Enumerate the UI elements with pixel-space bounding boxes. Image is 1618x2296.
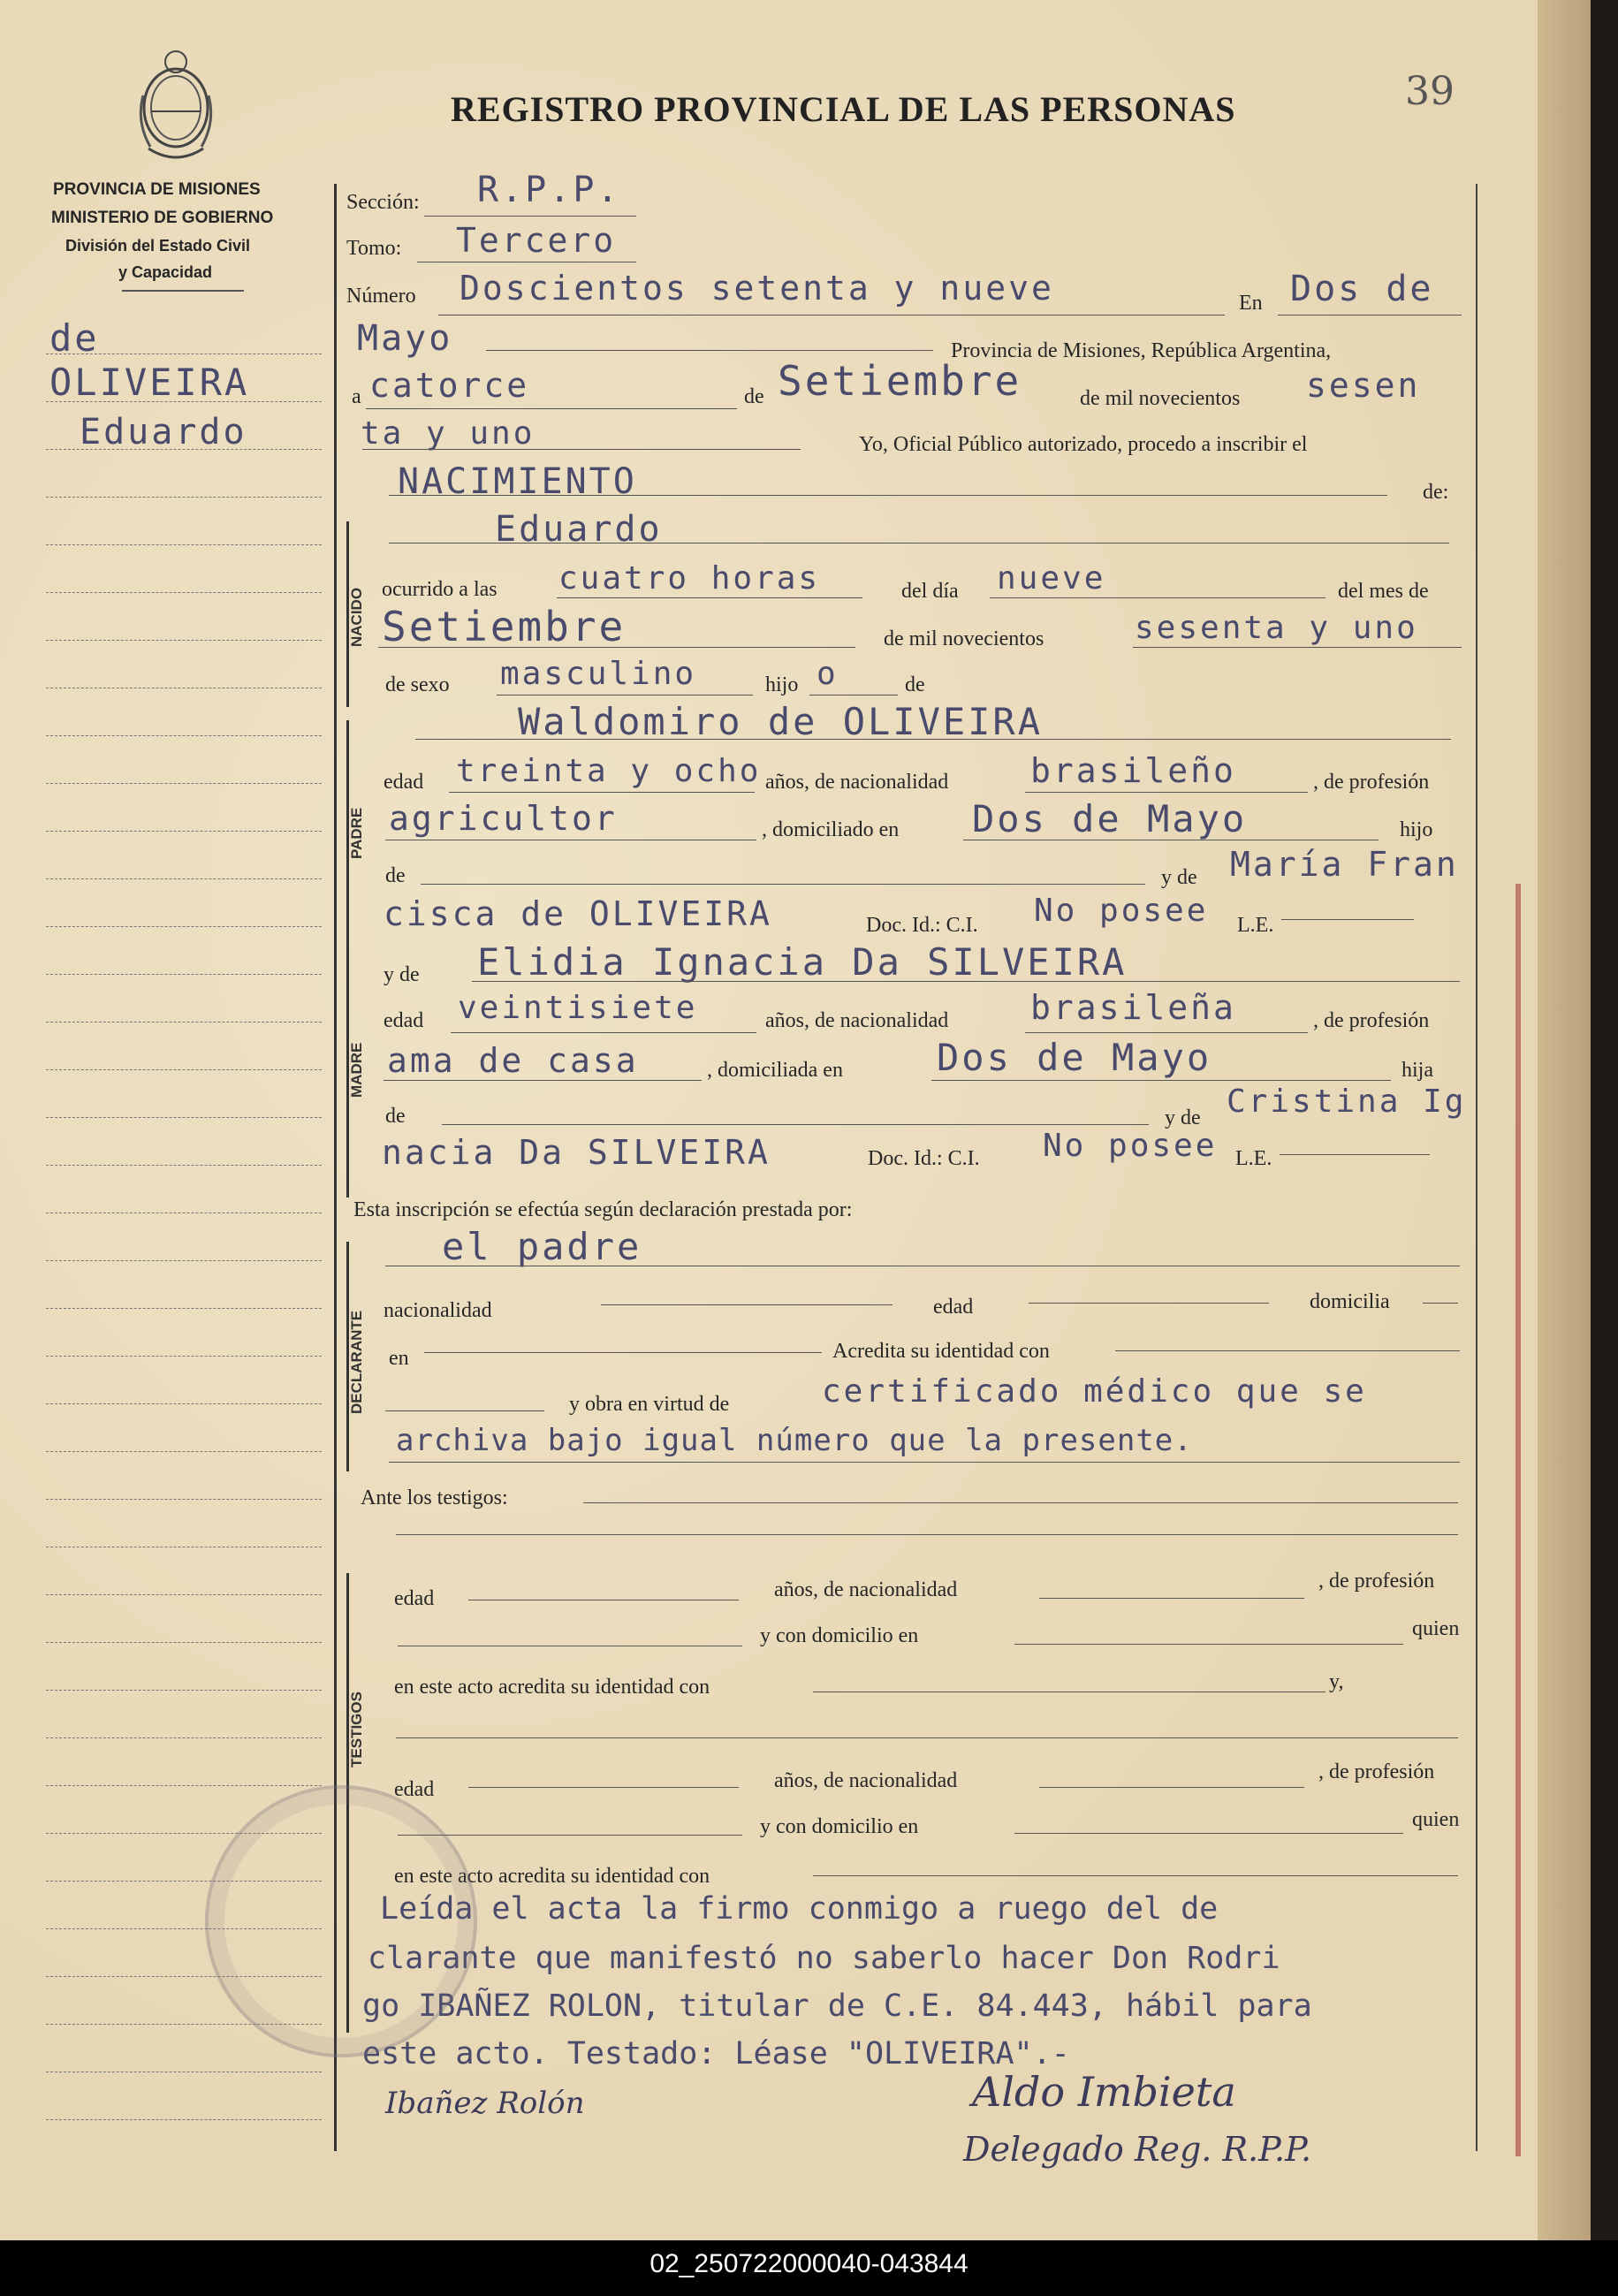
- label-t2-prof: , de profesión: [1318, 1760, 1435, 1783]
- label-t2-anos: años, de nacionalidad: [774, 1769, 958, 1792]
- line-madre-nombre: [472, 981, 1460, 982]
- label-de-mil-novecientos: de mil novecientos: [884, 627, 1044, 650]
- value-mes-nac: Setiembre: [382, 603, 627, 650]
- label-padre-y-de: y de: [1161, 866, 1197, 889]
- line-acto: [389, 495, 1387, 496]
- margin-note-name: Eduardo: [80, 412, 247, 452]
- margin-ruled-line: [46, 401, 322, 402]
- label-padre-de: de: [385, 864, 406, 887]
- margin-ruled-line: [46, 1165, 322, 1166]
- closing-note-3: go IBAÑEZ ROLON, titular de C.E. 84.443, hábil para: [362, 1988, 1312, 2024]
- line-nombre: [389, 543, 1449, 544]
- value-declarante: el padre: [442, 1225, 642, 1268]
- margin-note-de: de: [49, 316, 100, 360]
- line-domicilia: [1423, 1303, 1458, 1304]
- issuer-ministry: MINISTERIO DE GOBIERNO: [51, 209, 274, 227]
- coat-of-arms-icon: [131, 42, 221, 166]
- label-padre-doc-id: Doc. Id.: C.I.: [866, 914, 978, 937]
- label-del-dia: del día: [901, 580, 959, 603]
- line-acredita: [1115, 1350, 1460, 1351]
- value-madre-dom: Dos de Mayo: [937, 1036, 1212, 1079]
- margin-ruled-line: [46, 497, 322, 498]
- value-madre-nombre: Elidia Ignacia Da SILVEIRA: [477, 940, 1128, 984]
- label-de-hijo: de: [905, 673, 925, 696]
- value-en-2: Mayo: [357, 318, 453, 359]
- line-t2-edad: [468, 1787, 739, 1788]
- margin-ruled-line: [46, 1594, 322, 1595]
- margin-ruled-line: [46, 735, 322, 736]
- line-padre-nombre: [415, 739, 1451, 740]
- label-madre-hija: hija: [1402, 1059, 1433, 1082]
- label-t2-edad: edad: [394, 1778, 435, 1801]
- label-t1-anos: años, de nacionalidad: [774, 1578, 958, 1601]
- margin-ruled-line: [46, 1642, 322, 1643]
- label-madre-anos-nac: años, de nacionalidad: [765, 1009, 949, 1032]
- value-numero: Doscientos setenta y nueve: [460, 269, 1054, 308]
- line-madre-de: [442, 1124, 1149, 1125]
- line-nacionalidad: [601, 1304, 893, 1305]
- label-ocurrido: ocurrido a las: [382, 578, 498, 601]
- label-yo-oficial: Yo, Oficial Público autorizado, procedo a inscribir el: [859, 433, 1308, 456]
- line-ante-1: [583, 1502, 1458, 1503]
- label-madre-edad: edad: [384, 1009, 424, 1032]
- label-nacionalidad: nacionalidad: [384, 1299, 492, 1322]
- label-edad-declarante: edad: [933, 1296, 974, 1319]
- value-madre-madre-2: nacia Da SILVEIRA: [382, 1133, 771, 1172]
- witness-signature: Ibañez Rolón: [385, 2086, 585, 2121]
- margin-ruled-line: [46, 926, 322, 927]
- closing-note-4: este acto. Testado: Léase "OLIVEIRA".-: [362, 2036, 1070, 2072]
- value-dia: catorce: [369, 366, 530, 405]
- label-esta-inscripcion: Esta inscripción se efectúa según declaración prestada por:: [353, 1198, 853, 1221]
- official-signature: Aldo Imbieta: [972, 2068, 1236, 2116]
- label-padre-edad: edad: [384, 771, 424, 794]
- value-madre-nac: brasileña: [1030, 988, 1236, 1027]
- value-anio-nac: sesenta y uno: [1135, 610, 1418, 646]
- label-en: En: [1239, 292, 1263, 315]
- line-numero: [438, 315, 1225, 316]
- line-seccion: [424, 216, 636, 217]
- issuer-capacity: y Capacidad: [118, 263, 213, 281]
- line-en2: [486, 350, 933, 351]
- value-padre-dom: Dos de Mayo: [972, 797, 1248, 840]
- margin-ruled-line: [46, 592, 322, 593]
- line-virtud: [389, 1462, 1460, 1463]
- line-madre-nac: [1025, 1032, 1308, 1033]
- page-binding: [1538, 0, 1591, 2240]
- section-label-padre: PADRE: [348, 807, 365, 859]
- label-en-declarante: en: [389, 1347, 409, 1370]
- book-spine: [1591, 0, 1618, 2296]
- value-nombre: Eduardo: [495, 509, 663, 550]
- label-t1-edad: edad: [394, 1587, 435, 1610]
- value-padre-edad: treinta y ocho: [456, 753, 762, 789]
- line-anio: [362, 449, 801, 450]
- label-t1-prof: , de profesión: [1318, 1570, 1435, 1593]
- value-madre-madre-1: Cristina Ig: [1227, 1083, 1467, 1120]
- label-madre-prof: , de profesión: [1313, 1009, 1430, 1032]
- margin-ruled-line: [46, 1022, 322, 1023]
- value-madre-prof: ama de casa: [387, 1041, 639, 1080]
- label-provincia: Provincia de Misiones, República Argentina,: [951, 339, 1332, 362]
- value-mes: Setiembre: [778, 357, 1022, 405]
- value-hijo-sufijo: o: [817, 656, 839, 692]
- label-madre-y-de: y de: [384, 963, 420, 986]
- margin-ruled-line: [46, 1499, 322, 1500]
- margin-ruled-line: [46, 1451, 322, 1452]
- value-padre-ci: No posee: [1034, 893, 1209, 929]
- margin-ruled-line: [46, 1737, 322, 1738]
- value-hora: cuatro horas: [558, 560, 821, 597]
- margin-ruled-line: [46, 1356, 322, 1357]
- official-title: Delegado Reg. R.P.P.: [963, 2130, 1312, 2169]
- label-padre-le: L.E.: [1237, 914, 1274, 937]
- line-t1-domicilio: [1014, 1644, 1403, 1645]
- register-title: REGISTRO PROVINCIAL DE LAS PERSONAS: [451, 89, 1236, 129]
- label-ante-testigos: Ante los testigos:: [361, 1486, 508, 1509]
- margin-ruled-line: [46, 974, 322, 975]
- value-en-1: Dos de: [1290, 269, 1434, 309]
- label-t1-quien: quien: [1412, 1617, 1460, 1640]
- value-sexo: masculino: [500, 656, 697, 692]
- value-padre-nac: brasileño: [1030, 751, 1236, 790]
- label-seccion: Sección:: [346, 191, 420, 214]
- page-number: 39: [1405, 69, 1455, 114]
- margin-ruled-line: [46, 1117, 322, 1118]
- line-t1-nac: [1039, 1598, 1304, 1599]
- label-hijo: hijo: [765, 673, 799, 696]
- line-padre-nac: [1025, 792, 1308, 793]
- value-acto: NACIMIENTO: [398, 461, 637, 502]
- line-t2-nac: [1039, 1787, 1304, 1788]
- line-hora: [557, 597, 862, 598]
- label-de-colon: de:: [1423, 481, 1449, 504]
- value-padre-madre-1: María Fran: [1230, 845, 1459, 884]
- label-a: a: [352, 385, 361, 408]
- official-seal-stamp: [205, 1785, 477, 2057]
- image-id: 02_250722000040-043844: [649, 2249, 969, 2278]
- line-obra-pre: [385, 1410, 544, 1411]
- value-madre-ci: No posee: [1043, 1128, 1218, 1164]
- label-t1-domicilio: y con domicilio en: [760, 1624, 919, 1647]
- margin-ruled-line: [46, 783, 322, 784]
- line-madre-edad: [451, 1032, 756, 1033]
- margin-ruled-line: [46, 1069, 322, 1070]
- line-padre-edad: [449, 792, 755, 793]
- label-de: de: [744, 385, 764, 408]
- closing-note-1: Leída el acta la firmo conmigo a ruego del de: [380, 1891, 1219, 1927]
- label-t2-quien: quien: [1412, 1808, 1460, 1831]
- label-y-obra: y obra en virtud de: [569, 1393, 730, 1416]
- line-en-declarante: [424, 1352, 822, 1353]
- margin-ruled-line: [46, 640, 322, 641]
- value-seccion: R.P.P.: [477, 170, 621, 210]
- line-edad-declarante: [1029, 1303, 1269, 1304]
- line-t2-acredita: [813, 1875, 1458, 1876]
- section-label-nacido: NACIDO: [348, 587, 365, 647]
- line-en: [1278, 315, 1462, 316]
- value-dia-nac: nueve: [997, 560, 1106, 597]
- label-t1-acredita: en este acto acredita su identidad con: [394, 1676, 710, 1699]
- red-edge: [1515, 884, 1521, 2156]
- label-madre-doc-id: Doc. Id.: C.I.: [868, 1147, 980, 1170]
- margin-ruled-line: [46, 1785, 322, 1786]
- margin-ruled-line: [46, 1308, 322, 1309]
- value-madre-edad: veintisiete: [458, 990, 698, 1026]
- label-padre-prof: , de profesión: [1313, 771, 1430, 794]
- margin-ruled-line: [46, 1260, 322, 1261]
- label-del-mes: del mes de: [1338, 580, 1429, 603]
- line-t2-domicilio: [1014, 1833, 1403, 1834]
- value-anio-2: ta y uno: [361, 415, 536, 452]
- value-anio-1: sesen: [1306, 366, 1421, 405]
- value-padre-madre-2: cisca de OLIVEIRA: [384, 894, 772, 933]
- right-border: [1476, 184, 1477, 2151]
- label-numero: Número: [346, 285, 416, 308]
- issuer-division: División del Estado Civil: [65, 237, 251, 255]
- value-tomo: Tercero: [456, 221, 617, 260]
- margin-ruled-line: [46, 878, 322, 879]
- line-hijo: [809, 695, 898, 696]
- label-t2-domicilio: y con domicilio en: [760, 1815, 919, 1838]
- margin-ruled-line: [46, 1690, 322, 1691]
- label-padre-hijo: hijo: [1400, 818, 1433, 841]
- value-virtud-2: archiva bajo igual número que la presente.: [396, 1423, 1193, 1458]
- line-madre-le: [1280, 1154, 1430, 1155]
- value-padre-nombre: Waldomiro de OLIVEIRA: [518, 700, 1044, 743]
- value-virtud-1: certificado médico que se: [822, 1373, 1367, 1410]
- label-madre-y-de-2: y de: [1165, 1106, 1201, 1129]
- line-madre-prof: [384, 1080, 702, 1081]
- issuer-underline: [122, 290, 244, 292]
- label-domicilia: domicilia: [1310, 1290, 1390, 1313]
- label-madre-le: L.E.: [1235, 1147, 1272, 1170]
- label-padre-dom: , domiciliado en: [762, 818, 900, 841]
- label-acredita: Acredita su identidad con: [832, 1340, 1050, 1363]
- line-ante-2: [396, 1534, 1458, 1535]
- line-dia: [366, 408, 737, 409]
- section-label-testigos: TESTIGOS: [348, 1692, 365, 1768]
- label-de-sexo: de sexo: [385, 673, 450, 696]
- margin-ruled-line: [46, 544, 322, 545]
- margin-ruled-line: [46, 831, 322, 832]
- line-padre-de: [421, 884, 1145, 885]
- line-dia-nac: [990, 597, 1326, 598]
- section-label-declarante: DECLARANTE: [348, 1310, 365, 1414]
- closing-note-2: clarante que manifestó no saberlo hacer Don Rodri: [368, 1941, 1280, 1976]
- line-t2-pre-dom: [398, 1835, 742, 1836]
- line-sexo: [497, 695, 753, 696]
- label-de-mil: de mil novecientos: [1080, 387, 1241, 410]
- section-label-madre: MADRE: [348, 1042, 365, 1098]
- label-t2-acredita: en este acto acredita su identidad con: [394, 1865, 710, 1888]
- label-madre-dom: , domiciliada en: [707, 1059, 843, 1082]
- line-padre-le: [1281, 919, 1414, 920]
- margin-note-surname: OLIVEIRA: [49, 361, 250, 404]
- line-mes-nac: [378, 647, 855, 648]
- label-tomo: Tomo:: [346, 237, 402, 260]
- line-t1-end: [396, 1737, 1458, 1738]
- label-padre-anos-nac: años, de nacionalidad: [765, 771, 949, 794]
- issuer-province: PROVINCIA DE MISIONES: [53, 180, 261, 199]
- label-t1-y: y,: [1329, 1670, 1344, 1693]
- margin-ruled-line: [46, 2119, 322, 2120]
- value-padre-prof: agricultor: [389, 799, 618, 838]
- label-madre-de: de: [385, 1105, 406, 1128]
- line-anio-nac: [1133, 647, 1462, 648]
- margin-ruled-line: [46, 449, 322, 450]
- margin-ruled-line: [46, 1403, 322, 1404]
- line-madre-dom: [931, 1080, 1391, 1081]
